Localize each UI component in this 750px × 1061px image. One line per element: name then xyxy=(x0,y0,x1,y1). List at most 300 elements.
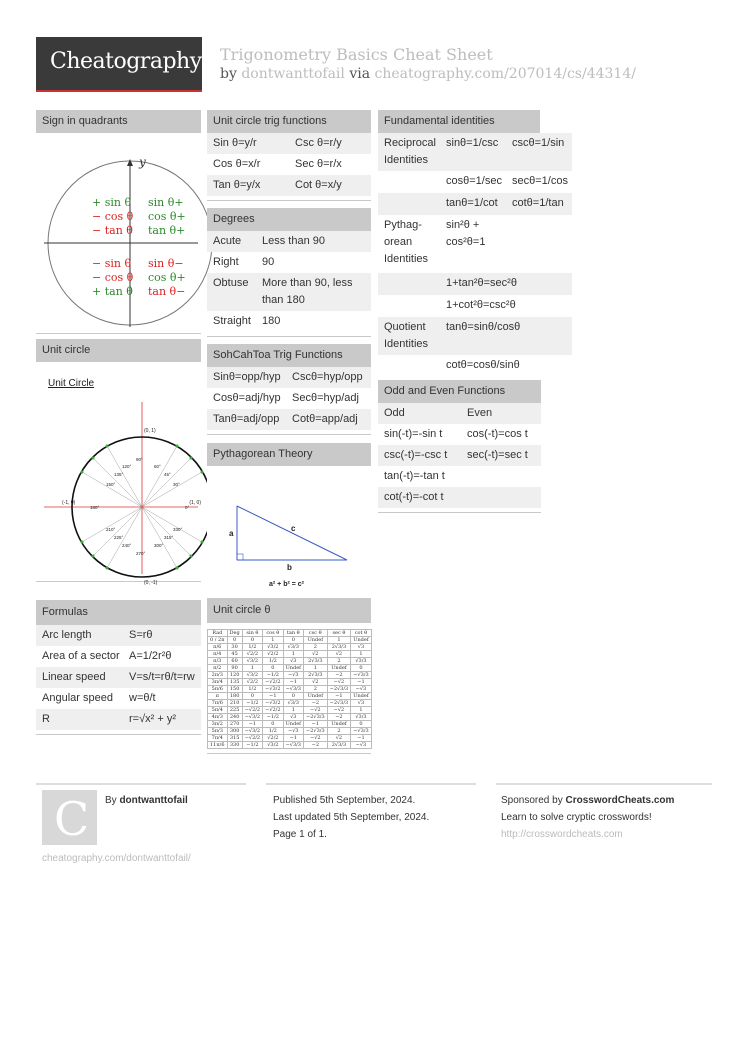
table-cell: 3π/4 xyxy=(208,679,228,686)
table-row xyxy=(208,735,372,742)
table-cell: 1 xyxy=(263,637,283,644)
table-cell: 30 xyxy=(227,644,242,651)
table-cell: 5π/4 xyxy=(208,707,228,714)
cell: Odd xyxy=(384,407,405,419)
footer-divider xyxy=(266,783,476,785)
cell: 1+cot²θ=csc²θ xyxy=(446,299,516,311)
deg-150: 150° xyxy=(106,482,116,487)
footer-author-line xyxy=(105,795,188,806)
table-row xyxy=(378,487,541,508)
sohcahtoa-panel xyxy=(207,344,371,435)
table-cell: Undef xyxy=(351,693,371,700)
table-row xyxy=(207,231,371,252)
avatar xyxy=(42,790,97,845)
table-cell: −1 xyxy=(351,735,371,742)
table-cell: 315 xyxy=(227,735,242,742)
panel-footer-rule xyxy=(378,508,541,513)
table-row xyxy=(36,667,201,688)
table-cell: −√3/3 xyxy=(283,742,303,749)
deg-90: 90° xyxy=(136,457,143,462)
panel-heading: Unit circle xyxy=(36,339,201,362)
cell: 90 xyxy=(262,256,275,268)
table-cell: 1/2 xyxy=(263,658,283,665)
table-cell: 45 xyxy=(227,651,242,658)
q3-tan: + tan θ xyxy=(92,285,133,298)
table-cell: π/4 xyxy=(208,651,228,658)
table-cell: 1 xyxy=(242,665,262,672)
q1-cos: cos θ+ xyxy=(148,210,186,223)
logo-text: Cheatography xyxy=(50,49,202,74)
side-c-label: c xyxy=(291,524,296,533)
table-cell: 2 xyxy=(304,644,328,651)
table-cell: −2√3/3 xyxy=(304,714,328,721)
table-row xyxy=(378,403,541,424)
formula-value: w=θ/t xyxy=(129,692,156,704)
table-cell: 135 xyxy=(227,679,242,686)
panel-heading: Formulas xyxy=(36,600,201,625)
table-cell: 7π/6 xyxy=(208,700,228,707)
footer-divider xyxy=(496,783,712,785)
cell xyxy=(512,275,572,295)
table-header-row xyxy=(208,630,372,637)
table-cell: −1 xyxy=(263,693,283,700)
degrees-panel xyxy=(207,208,371,337)
panel-footer-rule xyxy=(207,332,371,337)
table-row xyxy=(208,637,372,644)
table-cell: 1/2 xyxy=(242,644,262,651)
table-cell: −√2/2 xyxy=(242,735,262,742)
table-cell: 330 xyxy=(227,742,242,749)
table-cell: 60 xyxy=(227,658,242,665)
deg-45: 45° xyxy=(164,472,171,477)
table-row xyxy=(378,466,541,487)
panel-heading: Sign in quadrants xyxy=(36,110,201,133)
panel-heading: Fundamental identities xyxy=(378,110,540,133)
table-cell: Undef xyxy=(304,693,328,700)
table-cell: 2√3/3 xyxy=(327,742,351,749)
right-triangle-svg xyxy=(207,466,371,594)
cell: Obtuse xyxy=(213,277,249,289)
table-cell: −√3/2 xyxy=(263,700,283,707)
column-header: cos θ xyxy=(263,630,283,637)
panel-footer-rule xyxy=(36,329,201,334)
table-row xyxy=(208,714,372,721)
footer-author-url[interactable]: cheatography.com/dontwanttofail/ xyxy=(42,853,191,864)
table-cell: √3 xyxy=(351,644,371,651)
table-cell: 2 xyxy=(327,658,351,665)
table-row xyxy=(208,700,372,707)
table-cell: 0 xyxy=(263,721,283,728)
footer-author-link[interactable]: dontwanttofail xyxy=(119,795,188,806)
table-row xyxy=(207,252,371,273)
table-cell: Undef xyxy=(283,665,303,672)
formulas-panel xyxy=(36,600,201,735)
q3-sin: − sin θ xyxy=(92,257,132,270)
table-cell: Undef xyxy=(327,721,351,728)
table-cell: 5π/6 xyxy=(208,686,228,693)
byline-via: via xyxy=(349,66,371,82)
table-row xyxy=(378,133,572,171)
panel-footer-rule xyxy=(207,196,371,201)
table-cell: π/3 xyxy=(208,658,228,665)
table-row xyxy=(208,728,372,735)
formula-name: Area of a sector xyxy=(42,650,120,662)
cell: Less than 90 xyxy=(262,235,325,247)
cell xyxy=(512,217,572,273)
footer-page: Page 1 of 1. xyxy=(273,829,327,840)
deg-240: 240° xyxy=(122,543,132,548)
cell: More than 90, less than 180 xyxy=(262,277,353,306)
sheet-url-link[interactable]: cheatography.com/207014/cs/44314/ xyxy=(374,66,636,82)
table-cell: 90 xyxy=(227,665,242,672)
cell: Tan θ=y/x xyxy=(213,179,261,191)
cell xyxy=(384,195,446,215)
q4-cos: cos θ+ xyxy=(148,271,186,284)
table-row xyxy=(208,693,372,700)
table-cell: 240 xyxy=(227,714,242,721)
table-row xyxy=(208,707,372,714)
table-cell: √3/3 xyxy=(351,658,371,665)
formula-name: Angular speed xyxy=(42,692,113,704)
table-cell: 270 xyxy=(227,721,242,728)
cell: cotθ=1/tan xyxy=(512,197,564,209)
cell xyxy=(512,319,572,355)
table-cell: √3/3 xyxy=(351,714,371,721)
table-row xyxy=(378,445,541,466)
table-cell: Undef xyxy=(283,721,303,728)
cell: Quotient Identities xyxy=(384,321,429,350)
identities-panel xyxy=(378,110,572,377)
table-row xyxy=(207,388,371,409)
side-a-label: a xyxy=(229,529,234,538)
deg-120: 120° xyxy=(122,464,132,469)
table-cell: π/2 xyxy=(208,665,228,672)
footer-sponsor-prefix: Sponsored by xyxy=(501,795,563,806)
table-row xyxy=(207,154,371,175)
cell: 180 xyxy=(262,315,281,327)
table-row xyxy=(208,742,372,749)
cell: cot(-t)=-cot t xyxy=(384,491,444,503)
cell: Cotθ=app/adj xyxy=(292,413,358,425)
cell: secθ=1/cos xyxy=(512,175,568,187)
table-cell: −1 xyxy=(283,735,303,742)
table-cell: √2/2 xyxy=(263,735,283,742)
table-row xyxy=(208,665,372,672)
quadrant-svg xyxy=(36,133,201,329)
footer-sponsor-line xyxy=(501,795,674,806)
cell: sin(-t)=-sin t xyxy=(384,428,443,440)
cell: Cosθ=adj/hyp xyxy=(213,392,281,404)
deg-60: 60° xyxy=(154,464,161,469)
table-row xyxy=(208,644,372,651)
avatar-letter: C xyxy=(54,792,90,846)
cell: sinθ=1/csc xyxy=(446,137,499,149)
table-row xyxy=(207,273,371,311)
footer-by: By xyxy=(105,795,117,806)
deg-180: 180° xyxy=(90,505,100,510)
table-row xyxy=(378,273,572,295)
cell: Csc θ=r/y xyxy=(295,137,342,149)
formula-value: S=rθ xyxy=(129,629,153,641)
point-left: (-1, 0) xyxy=(62,500,76,506)
panel-footer-rule xyxy=(207,749,371,754)
table-cell: −1 xyxy=(242,721,262,728)
table-cell: −√3/2 xyxy=(263,686,283,693)
table-row xyxy=(208,686,372,693)
table-cell: √3 xyxy=(351,700,371,707)
table-cell: 0 xyxy=(227,637,242,644)
table-cell: −1 xyxy=(351,679,371,686)
q2-tan: − tan θ xyxy=(92,224,133,237)
table-cell: −2 xyxy=(304,700,328,707)
deg-0: 0° xyxy=(185,505,190,510)
table-cell: 0 xyxy=(283,693,303,700)
cell: Secθ=hyp/adj xyxy=(292,392,359,404)
cell: Right xyxy=(213,256,239,268)
q3-cos: − cos θ xyxy=(92,271,134,284)
table-cell: −√3/3 xyxy=(283,686,303,693)
unit-circle-theta-panel xyxy=(207,598,371,754)
table-cell: −√3/3 xyxy=(351,672,371,679)
table-cell: −√3/2 xyxy=(242,728,262,735)
table-cell: Undef xyxy=(327,665,351,672)
table-cell: 1/2 xyxy=(263,728,283,735)
author-link[interactable]: dontwanttofail xyxy=(241,66,345,82)
table-row xyxy=(36,709,201,730)
q4-sin: sin θ− xyxy=(148,257,184,270)
q4-tan: tan θ− xyxy=(148,285,186,298)
pythagorean-diagram xyxy=(207,466,371,594)
point-right: (1, 0) xyxy=(189,500,201,506)
table-row xyxy=(208,658,372,665)
footer-sponsor-url[interactable]: http://crosswordcheats.com xyxy=(501,829,623,840)
table-cell: −1 xyxy=(304,721,328,728)
table-cell: 3π/2 xyxy=(208,721,228,728)
table-row xyxy=(36,646,201,667)
table-cell: √2/2 xyxy=(242,651,262,658)
table-cell: −1/2 xyxy=(263,714,283,721)
cell: sec(-t)=sec t xyxy=(467,449,528,461)
table-cell: −2√3/3 xyxy=(327,700,351,707)
cell: Sec θ=r/x xyxy=(295,158,342,170)
table-cell: −2√3/3 xyxy=(304,728,328,735)
table-cell: −√3/2 xyxy=(242,714,262,721)
table-row xyxy=(207,133,371,154)
table-cell: 1 xyxy=(304,665,328,672)
table-row xyxy=(378,171,572,193)
table-cell: −√2/2 xyxy=(242,707,262,714)
table-cell: 0 xyxy=(283,637,303,644)
unit-circle-image-title: Unit Circle xyxy=(48,378,95,389)
table-cell: √2 xyxy=(327,651,351,658)
table-cell: √2 xyxy=(304,679,328,686)
table-cell: √3 xyxy=(283,714,303,721)
table-cell: 120 xyxy=(227,672,242,679)
column-header: cot θ xyxy=(351,630,371,637)
y-axis-label: y xyxy=(139,155,146,169)
table-cell: 0 xyxy=(242,693,262,700)
cheatography-logo[interactable] xyxy=(36,37,202,92)
sign-quadrants-panel xyxy=(36,110,201,334)
byline xyxy=(220,66,636,82)
q1-tan: tan θ+ xyxy=(148,224,186,237)
column-header: Deg xyxy=(227,630,242,637)
quadrant-diagram xyxy=(36,133,201,329)
trig-functions-panel xyxy=(207,110,371,201)
table-cell: 2√3/3 xyxy=(327,644,351,651)
table-row xyxy=(378,295,572,317)
panel-heading: Pythagorean Theory xyxy=(207,443,371,466)
cell: csc(-t)=-csc t xyxy=(384,449,448,461)
table-cell: 150 xyxy=(227,686,242,693)
unit-circle-image xyxy=(36,362,201,586)
cell: Reciprocal Identities xyxy=(384,137,436,166)
footer-sponsor-text: Learn to solve cryptic crosswords! xyxy=(501,812,652,823)
table-cell: √2/2 xyxy=(242,679,262,686)
table-cell: 2√3/3 xyxy=(304,672,328,679)
table-row xyxy=(207,367,371,388)
table-cell: −√3 xyxy=(283,728,303,735)
table-cell: −2 xyxy=(327,672,351,679)
table-cell: −√2 xyxy=(327,707,351,714)
cell: Sinθ=opp/hyp xyxy=(213,371,281,383)
identities-rows xyxy=(378,133,572,377)
table-cell: −√2 xyxy=(304,707,328,714)
q1-sin: sin θ+ xyxy=(148,196,184,209)
table-cell: √3/3 xyxy=(283,700,303,707)
deg-300: 300° xyxy=(154,543,164,548)
table-cell: −√3 xyxy=(283,672,303,679)
footer-published: Published 5th September, 2024. xyxy=(273,795,416,806)
table-cell: √2 xyxy=(304,651,328,658)
table-cell: −2 xyxy=(327,714,351,721)
table-cell: √3 xyxy=(283,658,303,665)
deg-30: 30° xyxy=(173,482,180,487)
deg-330: 330° xyxy=(173,527,183,532)
cell: cscθ=1/sin xyxy=(512,137,565,149)
table-cell: 11π/6 xyxy=(208,742,228,749)
table-cell: 0 xyxy=(263,665,283,672)
cell: Cos θ=x/r xyxy=(213,158,261,170)
table-cell: 4π/3 xyxy=(208,714,228,721)
table-cell: 1 xyxy=(327,637,351,644)
table-row xyxy=(378,215,572,273)
cell: cosθ=1/sec xyxy=(446,175,502,187)
column-header: sec θ xyxy=(327,630,351,637)
side-b-label: b xyxy=(287,563,292,572)
panel-footer-rule xyxy=(207,430,371,435)
table-cell: √3/2 xyxy=(263,644,283,651)
cell: Sin θ=y/r xyxy=(213,137,257,149)
table-cell: 300 xyxy=(227,728,242,735)
table-row xyxy=(208,679,372,686)
cell: cotθ=cosθ/sinθ xyxy=(446,359,520,371)
pythagorean-panel xyxy=(207,443,371,599)
table-cell: 5π/3 xyxy=(208,728,228,735)
table-cell: √3/3 xyxy=(283,644,303,651)
cell: tanθ=sinθ/cosθ xyxy=(446,321,521,333)
cell xyxy=(384,275,446,295)
panel-footer-rule xyxy=(36,730,201,735)
cell: cos(-t)=cos t xyxy=(467,428,528,440)
table-cell: −1/2 xyxy=(242,742,262,749)
cell: Tanθ=adj/opp xyxy=(213,413,280,425)
table-cell: −1/2 xyxy=(263,672,283,679)
panel-heading: SohCahToa Trig Functions xyxy=(207,344,371,367)
point-bottom: (0, -1) xyxy=(144,580,158,586)
table-cell: −√2 xyxy=(327,679,351,686)
table-cell: 210 xyxy=(227,700,242,707)
table-cell: 1 xyxy=(283,707,303,714)
footer-divider xyxy=(36,783,246,785)
table-cell: 1 xyxy=(351,707,371,714)
cell: tan(-t)=-tan t xyxy=(384,470,445,482)
cell xyxy=(384,297,446,317)
table-cell: 7π/4 xyxy=(208,735,228,742)
unit-circle-theta-table xyxy=(207,629,372,749)
table-cell: Undef xyxy=(304,637,328,644)
table-cell: 0 xyxy=(351,665,371,672)
panel-footer-rule xyxy=(36,577,201,582)
footer-sponsor-link[interactable]: CrosswordCheats.com xyxy=(565,795,675,806)
page-title: Trigonometry Basics Cheat Sheet xyxy=(220,45,493,64)
table-cell: π xyxy=(208,693,228,700)
table-row xyxy=(36,625,201,646)
odd-even-panel xyxy=(378,380,541,513)
table-cell: −√3/3 xyxy=(351,728,371,735)
table-row xyxy=(378,317,572,355)
table-row xyxy=(207,175,371,196)
q2-sin: + sin θ xyxy=(92,196,132,209)
table-cell: 1 xyxy=(351,651,371,658)
column-header: Rad xyxy=(208,630,228,637)
table-row xyxy=(208,672,372,679)
cell: tanθ=1/cot xyxy=(446,197,498,209)
cell xyxy=(512,357,572,377)
deg-315: 315° xyxy=(164,535,174,540)
table-row xyxy=(36,688,201,709)
table-cell: −1 xyxy=(327,693,351,700)
cell: Straight xyxy=(213,315,251,327)
table-cell: −√2/2 xyxy=(263,707,283,714)
byline-by: by xyxy=(220,66,237,82)
panel-heading: Unit circle θ xyxy=(207,598,371,623)
table-row xyxy=(378,355,572,377)
table-cell: 1 xyxy=(283,651,303,658)
panel-heading: Unit circle trig functions xyxy=(207,110,371,133)
table-cell: 2π/3 xyxy=(208,672,228,679)
cell xyxy=(512,297,572,317)
unit-circle-panel xyxy=(36,339,201,586)
table-cell: 0 xyxy=(242,637,262,644)
table-row xyxy=(208,721,372,728)
unit-circle-svg xyxy=(36,362,201,586)
footer-updated: Last updated 5th September, 2024. xyxy=(273,812,430,823)
formula-value: r=√x² + y² xyxy=(129,713,176,725)
table-cell: −2 xyxy=(304,742,328,749)
table-cell: π/6 xyxy=(208,644,228,651)
column-header: csc θ xyxy=(304,630,328,637)
table-cell: 2 xyxy=(304,686,328,693)
table-cell: −√3 xyxy=(351,686,371,693)
table-cell: −√2 xyxy=(304,735,328,742)
table-cell: −1 xyxy=(283,679,303,686)
cell: Even xyxy=(467,407,493,419)
table-cell: −2√3/3 xyxy=(327,686,351,693)
panel-heading: Degrees xyxy=(207,208,371,231)
cell xyxy=(384,357,446,377)
cell: Cscθ=hyp/opp xyxy=(292,371,363,383)
